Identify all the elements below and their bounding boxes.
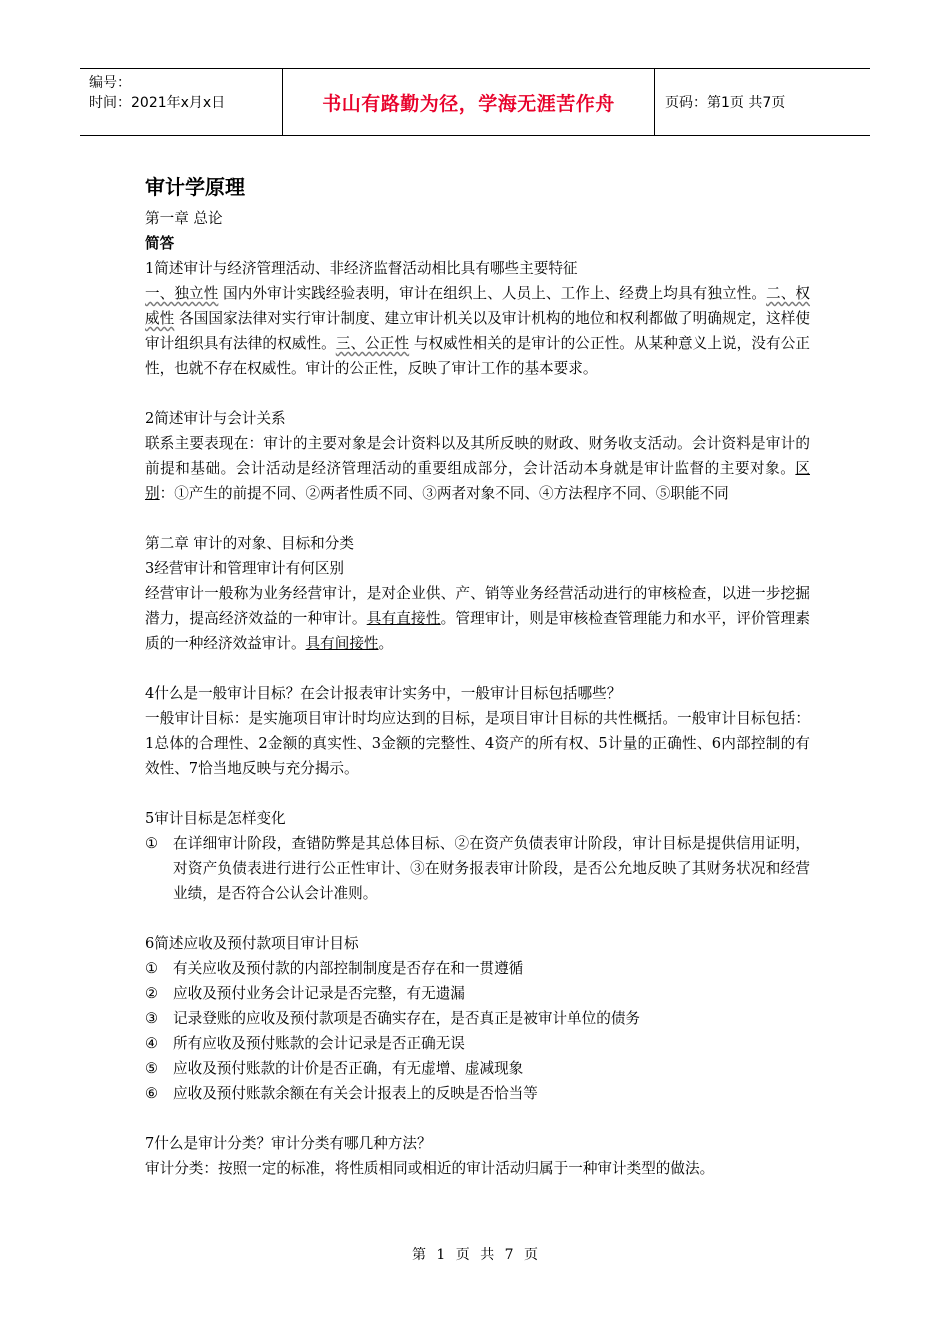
list-item: [145, 981, 810, 1006]
list-text: 应收及预付业务会计记录是否完整，有无遗漏: [173, 985, 465, 1002]
list-number: ④: [145, 1035, 159, 1052]
list-text: 有关应收及预付款的内部控制制度是否存在和一贯遵循: [173, 960, 524, 977]
answer-2: [145, 431, 810, 506]
answer-2-text-2: ：①产生的前提不同、②两者性质不同、③两者对象不同、④方法程序不同、⑤职能不同: [159, 485, 729, 502]
answer-6-list: [145, 956, 810, 1106]
page-info: 页码：第1页 共7页: [665, 95, 786, 111]
keyword-fairness: 三、公正性: [335, 335, 410, 352]
document-title: 审计学原理: [145, 175, 245, 199]
header-left-cell: [80, 69, 282, 135]
document-body: [145, 170, 810, 1181]
list-item: [145, 1006, 810, 1031]
answer-4: 一般审计目标：是实施项目审计时均应达到的目标，是项目审计目标的共性概括。一般审计目标包括：1总体的合理性、2金额的真实性、3金额的完整性、4资产的所有权、5计量的正确性、6内部控制的有效性、7恰当地反映与充分揭示。: [145, 710, 810, 777]
answer-5: [145, 831, 810, 906]
list-number: ②: [145, 985, 159, 1002]
answer-1-text-3: 与权威性相关的是审计的公正性。从某种意义上说，没有公正性，也就不存在权威性。审计的公正性，反映了审计工作的基本要求。: [145, 335, 810, 377]
header-motto-cell: [282, 69, 655, 135]
page-footer: 第 1 页 共 7 页: [411, 1247, 539, 1263]
question-2: 2简述审计与会计关系: [145, 410, 286, 427]
answer-2-text-1: 联系主要表现在：审计的主要对象是会计资料以及其所反映的财政、财务收支活动。会计资料是审计的前提和基础。会计活动是经济管理活动的重要组成部分，会计活动本身就是审计监督的主要对象。: [145, 435, 810, 477]
question-7: 7什么是审计分类？审计分类有哪几种方法？: [145, 1135, 432, 1152]
list-number: ③: [145, 1010, 159, 1027]
list-item: [145, 956, 810, 981]
answer-3-text-2: 。管理审计，则是审核检查管理能力和水平，评价管理素质的一种经济效益审计。: [145, 610, 810, 652]
question-3: 3经营审计和管理审计有何区别: [145, 560, 345, 577]
list-item: [145, 1056, 810, 1081]
code-label: 编号：: [89, 75, 131, 91]
keyword-independence: 一、独立性: [145, 285, 219, 302]
answer-3-text-3: 。: [378, 635, 394, 652]
question-6: 6简述应收及预付款项目审计目标: [145, 935, 359, 952]
keyword-indirect: 具有间接性: [305, 635, 379, 652]
list-number: ⑥: [145, 1085, 159, 1102]
list-number: ①: [145, 960, 159, 977]
answer-1-text-2: 各国国家法律对实行审计制度、建立审计机关以及审计机构的地位和权利都做了明确规定，这样使审计组织具有法律的权威性。: [145, 310, 810, 352]
time-label: 时间：2021年x月x日: [89, 95, 226, 111]
list-text: 应收及预付账款余额在有关会计报表上的反映是否恰当等: [173, 1085, 538, 1102]
keyword-difference: 区别: [145, 460, 810, 502]
header-table: [80, 68, 870, 136]
list-item: [145, 1031, 810, 1056]
list-item: [145, 1081, 810, 1106]
answer-7: 审计分类：按照一定的标准，将性质相同或相近的审计活动归属于一种审计类型的做法。: [145, 1160, 715, 1177]
answer-1-text-1: 国内外审计实践经验表明，审计在组织上、人员上、工作上、经费上均具有独立性。: [218, 285, 767, 302]
question-5: 5审计目标是怎样变化: [145, 810, 286, 827]
motto: 书山有路勤为径，学海无涯苦作舟: [322, 92, 615, 115]
keyword-authority: 二、权威性: [145, 285, 810, 327]
list-number: ⑤: [145, 1060, 159, 1077]
list-text: 在详细审计阶段，查错防弊是其总体目标、②在资产负债表审计阶段，审计目标是提供信用证明，对资产负债表进行进行公正性审计、③在财务报表审计阶段，是否公允地反映了其财务状况和经营业绩，是否符合公认会计准则。: [173, 835, 810, 902]
section-label: 简答: [145, 235, 175, 252]
answer-3-text-1: 经营审计一般称为业务经营审计，是对企业供、产、销等业务经营活动进行的审核检查，以进一步挖掘潜力，提高经济效益的一种审计。: [145, 585, 810, 627]
list-text: 所有应收及预付账款的会计记录是否正确无误: [173, 1035, 465, 1052]
chapter-2-heading: 第二章 审计的对象、目标和分类: [145, 535, 354, 552]
answer-1: [145, 281, 810, 381]
list-number: ①: [145, 835, 159, 852]
list-text: 应收及预付账款的计价是否正确，有无虚增、虚减现象: [173, 1060, 524, 1077]
chapter-1-heading: 第一章 总论: [145, 210, 223, 227]
question-1: 1简述审计与经济管理活动、非经济监督活动相比具有哪些主要特征: [145, 260, 578, 277]
keyword-direct: 具有直接性: [366, 610, 441, 627]
answer-3: [145, 581, 810, 656]
header-page-info-cell: [655, 69, 870, 135]
list-text: 记录登账的应收及预付款项是否确实存在，是否真正是被审计单位的债务: [173, 1010, 641, 1027]
question-4: 4什么是一般审计目标？在会计报表审计实务中，一般审计目标包括哪些？: [145, 685, 622, 702]
